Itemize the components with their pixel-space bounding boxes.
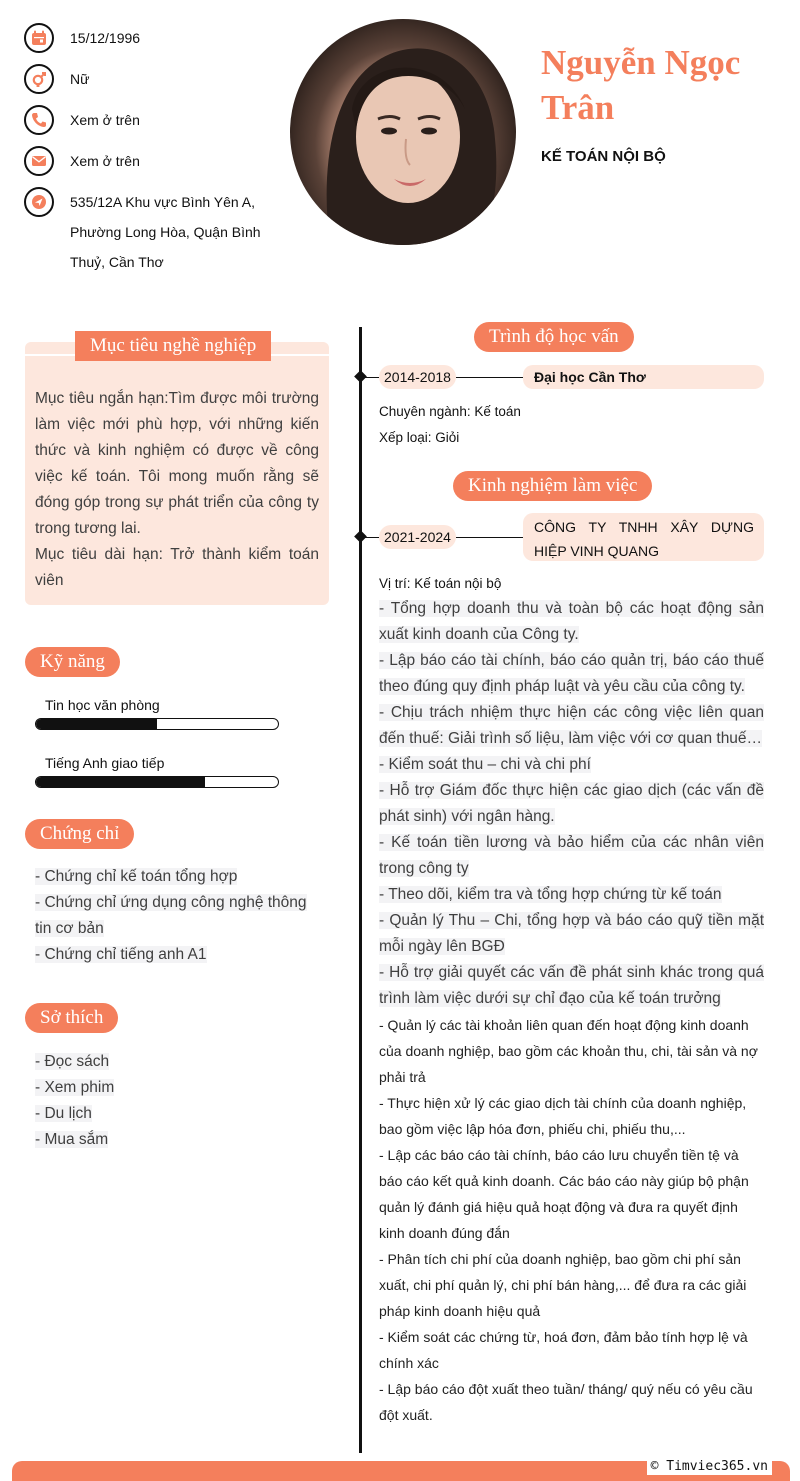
duties-secondary-list	[379, 1012, 764, 1428]
gender-icon	[24, 64, 54, 94]
list-item: - Chịu trách nhiệm thực hiện các công việc liên quan đến thuế: Giải trình số liệu, làm việc với cơ quan thuế…	[379, 704, 764, 747]
address-text: 535/12A Khu vực Bình Yên A, Phường Long Hòa, Quận Bình Thuỷ, Cần Thơ	[70, 194, 261, 270]
list-item: - Xem phim	[35, 1079, 115, 1096]
education-heading: Trình độ học vấn	[474, 322, 634, 352]
education-major: Chuyên ngành: Kế toán	[379, 404, 521, 419]
list-item: - Quản lý Thu – Chi, tổng hợp và báo cáo quỹ tiền mặt mỗi ngày lên BGĐ	[379, 912, 764, 955]
location-icon	[24, 187, 54, 217]
list-item: - Kiểm soát thu – chi và chi phí	[379, 756, 591, 773]
skill-label: Tin học văn phòng	[45, 697, 160, 713]
skill-label: Tiếng Anh giao tiếp	[45, 755, 165, 771]
list-item: - Lập báo cáo tài chính, báo cáo quản trị, báo cáo thuế theo đúng quy định pháp luật và yêu cầu của công ty.	[379, 652, 764, 695]
contact-phone	[24, 105, 140, 135]
list-item: - Tổng hợp doanh thu và toàn bộ các hoạt động sản xuất kinh doanh của Công ty.	[379, 600, 764, 643]
skill-bar	[35, 718, 279, 730]
skill-bar-fill	[36, 719, 157, 729]
list-item: - Phân tích chi phí của doanh nghiệp, bao gồm chi phí sản xuất, chi phí quản lý, chi phí bán hàng,... để đưa ra các giải pháp kinh doanh hiệu quả	[379, 1251, 747, 1319]
skill-bar-fill	[36, 777, 205, 787]
timeline-connector	[456, 537, 523, 538]
list-item: - Đọc sách	[35, 1053, 110, 1070]
mail-icon	[24, 146, 54, 176]
list-item: - Lập các báo cáo tài chính, báo cáo lưu chuyển tiền tệ và báo cáo kết quả kinh doanh. Các báo cáo này giúp bộ phận quản lý đánh giá hiệu quả hoạt động và đưa ra quyết định kinh doanh đúng đắn	[379, 1147, 749, 1241]
list-item: - Hỗ trợ giải quyết các vấn đề phát sinh khác trong quá trình làm việc dưới sự chỉ đạo của kế toán trưởng	[379, 964, 764, 1007]
contact-gender	[24, 64, 89, 94]
objective-long-term: Mục tiêu dài hạn: Trở thành kiểm toán viên	[35, 546, 319, 589]
list-item: - Kiểm soát các chứng từ, hoá đơn, đảm bảo tính hợp lệ và chính xác	[379, 1329, 748, 1371]
list-item: - Hỗ trợ Giám đốc thực hiện các giao dịch (các vấn đề phát sinh) với ngân hàng.	[379, 782, 764, 825]
birthday-text: 15/12/1996	[70, 30, 141, 46]
calendar-icon	[24, 23, 54, 53]
job-title: KẾ TOÁN NỘI BỘ	[541, 148, 666, 165]
hobbies-heading: Sở thích	[25, 1003, 118, 1033]
footer-credit: © Timviec365.vn	[647, 1459, 772, 1475]
portrait-photo	[290, 19, 516, 245]
email-text: Xem ở trên	[70, 153, 140, 169]
list-item: - Chứng chỉ tiếng anh A1	[35, 946, 207, 963]
timeline-line	[359, 327, 362, 1453]
skill-bar	[35, 776, 279, 788]
contact-address	[24, 187, 270, 277]
skills-heading: Kỹ năng	[25, 647, 120, 677]
education-period: 2014-2018	[379, 365, 456, 389]
certificates-heading: Chứng chỉ	[25, 819, 134, 849]
timeline-connector	[362, 537, 379, 538]
list-item: - Mua sắm	[35, 1131, 109, 1148]
phone-icon	[24, 105, 54, 135]
hobbies-list	[35, 1049, 319, 1153]
certificates-list	[35, 864, 319, 968]
candidate-name: Nguyễn Ngọc Trân	[541, 43, 741, 127]
list-item: - Quản lý các tài khoản liên quan đến hoạt động kinh doanh của doanh nghiệp, bao gồm các khoản thu, chi, tài sản và nợ phải trả	[379, 1017, 758, 1085]
list-item: - Lập báo cáo đột xuất theo tuần/ tháng/ quý nếu có yêu cầu đột xuất.	[379, 1381, 753, 1423]
list-item: - Chứng chỉ kế toán tổng hợp	[35, 868, 238, 885]
experience-duties	[379, 596, 764, 1428]
phone-text: Xem ở trên	[70, 112, 140, 128]
timeline-connector	[456, 377, 523, 378]
objective-short-term: Mục tiêu ngắn hạn:Tìm được môi trường làm việc mới phù hợp, với những kiến thức và kinh nghiệm có được về công việc kế toán. Tôi mong muốn rằng sẽ đóng góp trong sự phát triển của công ty trong tương lai.	[35, 390, 319, 537]
list-item: - Kế toán tiền lương và bảo hiểm của các nhân viên trong công ty	[379, 834, 764, 877]
education-grade: Xếp loại: Giỏi	[379, 430, 460, 445]
list-item: - Theo dõi, kiểm tra và tổng hợp chứng từ kế toán	[379, 886, 722, 903]
list-item: - Du lịch	[35, 1105, 92, 1122]
avatar	[290, 19, 516, 245]
objective-text	[35, 386, 319, 594]
experience-heading: Kinh nghiệm làm việc	[453, 471, 652, 501]
experience-company: CÔNG TY TNHH XÂY DỰNG HIỆP VINH QUANG	[523, 513, 764, 561]
list-item: - Thực hiện xử lý các giao dịch tài chính của doanh nghiệp, bao gồm việc lập hóa đơn, phiếu chi, phiếu thu,...	[379, 1095, 747, 1137]
experience-position: Vị trí: Kế toán nội bộ	[379, 576, 502, 591]
objective-heading: Mục tiêu nghề nghiệp	[75, 331, 271, 361]
experience-period: 2021-2024	[379, 525, 456, 549]
contact-birthday	[24, 23, 140, 53]
education-school: Đại học Cần Thơ	[523, 365, 764, 389]
gender-text: Nữ	[70, 71, 90, 87]
timeline-connector	[362, 377, 379, 378]
list-item: - Chứng chỉ ứng dụng công nghệ thông tin cơ bản	[35, 894, 307, 937]
contact-email	[24, 146, 140, 176]
duties-primary-list	[379, 596, 764, 1012]
